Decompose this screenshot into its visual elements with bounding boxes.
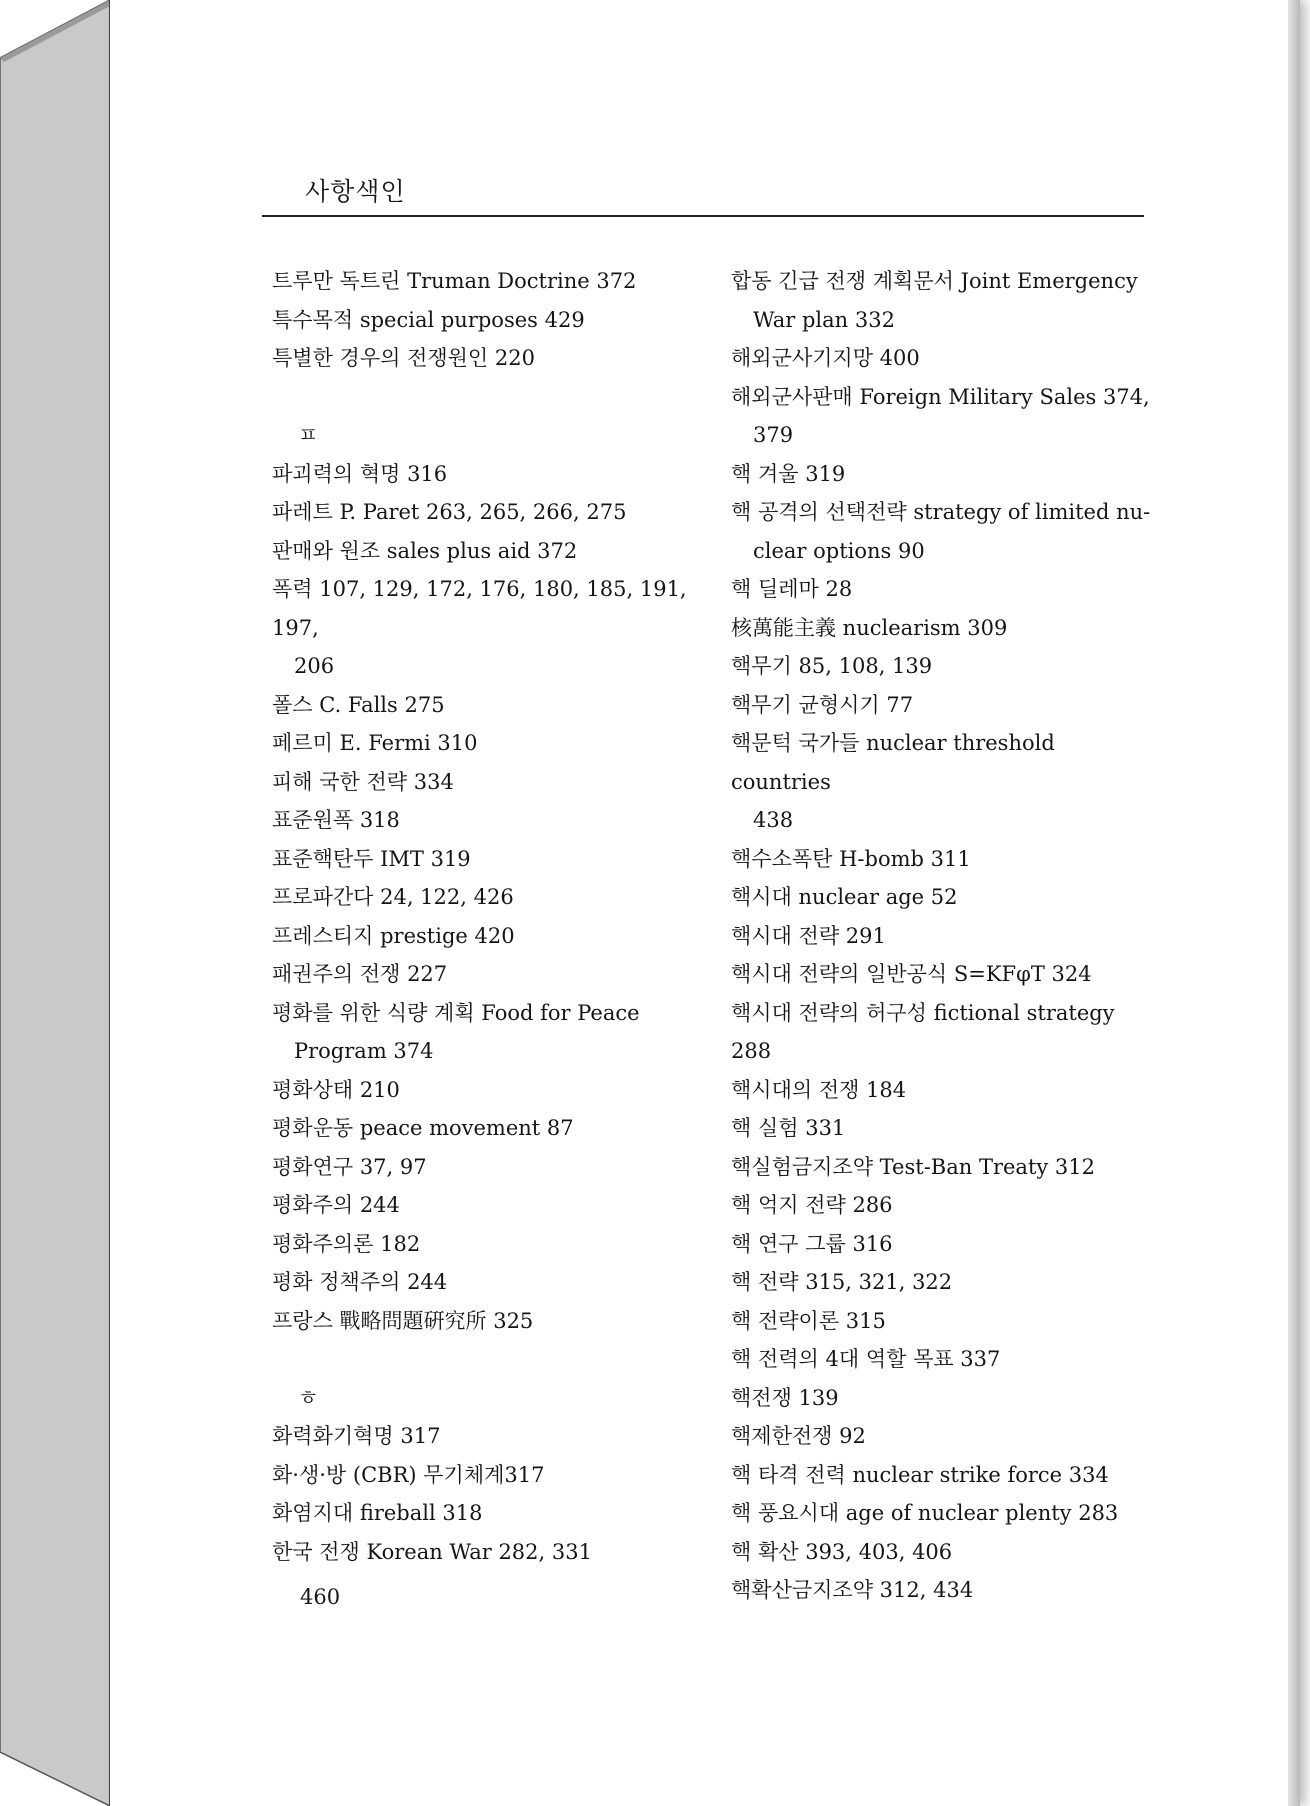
index-entry: [272, 339, 692, 378]
index-entry-text: 평화주의 244: [272, 1193, 400, 1217]
index-entry-continuation: 379: [753, 423, 794, 447]
index-entry: [731, 686, 1151, 725]
index-entry: [272, 994, 692, 1071]
index-entry: [731, 1186, 1151, 1225]
index-entry: [731, 917, 1151, 956]
index-entry: [272, 455, 692, 494]
index-entry: [731, 1302, 1151, 1341]
index-entry-text: 핵 확산 393, 403, 406: [731, 1539, 953, 1564]
index-entry-text: 프레스티지 prestige 420: [272, 923, 515, 948]
index-entry-text: 핵수소폭탄 H-bomb 311: [731, 846, 971, 871]
index-entry-text: 피해 국한 전략 334: [272, 769, 454, 794]
index-entry: [731, 994, 1151, 1071]
index-entry-text: 핵 연구 그룹 316: [731, 1231, 893, 1256]
index-entry: [272, 724, 692, 763]
index-entry: [731, 647, 1151, 686]
index-entry-text: 핵실험금지조약 Test-Ban Treaty 312: [731, 1154, 1095, 1179]
index-entry-text: 폴스 C. Falls 275: [272, 692, 445, 717]
index-entry-text: 특별한 경우의 전쟁원인 220: [272, 346, 535, 370]
index-entry-text: 해외군사기지망 400: [731, 346, 920, 370]
index-entry-text: 핵시대 nuclear age 52: [731, 885, 958, 909]
index-entry-text: 핵시대 전략 291: [731, 923, 886, 948]
index-entry-text: 평화운동 peace movement 87: [272, 1116, 574, 1140]
index-entry: [272, 1071, 692, 1110]
index-entry: [731, 1109, 1151, 1148]
index-entry-text: 파괴력의 혁명 316: [272, 461, 448, 486]
index-entry: [272, 801, 692, 840]
index-entry: [731, 1225, 1151, 1264]
index-entry-text: 핵확산금지조약 312, 434: [731, 1578, 974, 1602]
index-entry: [272, 1148, 692, 1187]
index-entry: [731, 1263, 1151, 1302]
index-entry: [731, 1456, 1151, 1495]
index-entry-text: 핵무기 85, 108, 139: [731, 654, 933, 678]
index-entry-text: 핵문턱 국가들 nuclear threshold countries: [731, 731, 1055, 794]
index-entry-text: 화·생·방 (CBR) 무기체계317: [272, 1462, 545, 1487]
index-entry-text: 핵 겨울 319: [731, 461, 846, 486]
index-entry: [731, 878, 1151, 917]
index-entry-text: 프로파간다 24, 122, 426: [272, 885, 514, 909]
index-entry: [731, 1071, 1151, 1110]
index-entry: [731, 570, 1151, 609]
index-entry-text: 한국 전쟁 Korean War 282, 331: [272, 1539, 592, 1564]
index-entry: [731, 1148, 1151, 1187]
index-entry-text: 평화상태 210: [272, 1077, 400, 1102]
index-entry-text: 핵 억지 전략 286: [731, 1193, 893, 1217]
index-entry: [731, 1340, 1151, 1379]
index-entry-text: 평화연구 37, 97: [272, 1154, 427, 1179]
index-entry-text: 화염지대 fireball 318: [272, 1501, 483, 1525]
index-entry-text: 핵제한전쟁 92: [731, 1424, 866, 1448]
index-entry-text: 核萬能主義 nuclearism 309: [731, 615, 1008, 640]
index-entry-text: 표준원폭 318: [272, 808, 400, 832]
index-entry: [731, 609, 1151, 648]
index-entry-text: 화력화기혁명 317: [272, 1424, 441, 1448]
index-letter-heading: ㅎ: [298, 1385, 319, 1410]
index-entry: [272, 1225, 692, 1264]
book-spine-edge: [0, 0, 112, 1806]
index-entry-text: 핵 타격 전력 nuclear strike force 334: [731, 1462, 1109, 1487]
index-entry: [272, 493, 692, 532]
index-entry-text: 합동 긴급 전쟁 계획문서 Joint Emergency: [731, 269, 1138, 293]
right-index-column: [731, 262, 1151, 1610]
index-entry-text: 판매와 원조 sales plus aid 372: [272, 538, 578, 563]
index-entry-text: 핵시대의 전쟁 184: [731, 1077, 907, 1102]
index-entry-continuation: War plan 332: [753, 307, 895, 332]
index-entry-text: 페르미 E. Fermi 310: [272, 731, 478, 755]
index-entry: [731, 1379, 1151, 1418]
index-entry-text: 핵시대 전략의 일반공식 S=KFφT 324: [731, 962, 1092, 986]
index-entry-text: 표준핵탄두 IMT 319: [272, 846, 471, 871]
index-entry: [272, 570, 692, 686]
index-entry: [731, 840, 1151, 879]
index-entry-text: 평화주의론 182: [272, 1231, 421, 1256]
index-entry-continuation: Program 374: [294, 1039, 434, 1063]
index-entry-text: 평화를 위한 식량 계획 Food for Peace: [272, 1000, 640, 1025]
index-entry-text: 핵 실험 331: [731, 1116, 846, 1140]
index-entry-text: 프랑스 戰略問題硏究所 325: [272, 1308, 534, 1333]
index-entry: [272, 1109, 692, 1148]
index-entry-text: 핵시대 전략의 허구성 fictional strategy 288: [731, 1000, 1115, 1063]
index-entry-text: 핵 공격의 선택전략 strategy of limited nu-: [731, 500, 1151, 524]
index-entry: [272, 763, 692, 802]
index-entry-text: 핵 전략 315, 321, 322: [731, 1270, 953, 1294]
index-entry: [272, 1456, 692, 1495]
index-entry-text: 패권주의 전쟁 227: [272, 962, 448, 986]
index-entry: [272, 1494, 692, 1533]
index-entry: [272, 1263, 692, 1302]
index-entry: [272, 840, 692, 879]
index-entry: [272, 532, 692, 571]
index-entry: [731, 955, 1151, 994]
index-entry: [731, 493, 1151, 570]
section-gap: [272, 1340, 692, 1379]
index-entry: [272, 1533, 692, 1572]
header-rule: [262, 215, 1144, 217]
index-entry: [272, 955, 692, 994]
index-entry-text: 핵 전력의 4대 역할 목표 337: [731, 1347, 1001, 1371]
index-entry: [731, 339, 1151, 378]
index-entry: [272, 1302, 692, 1341]
index-letter-heading: ㅍ: [298, 423, 319, 447]
index-entry-continuation: clear options 90: [753, 538, 925, 563]
index-entry: [731, 455, 1151, 494]
index-entry-continuation: 438: [753, 808, 794, 832]
page-edge-shadow: [1288, 0, 1300, 1806]
index-entry-text: 해외군사판매 Foreign Military Sales 374,: [731, 384, 1150, 409]
running-head: 사항색인: [305, 177, 406, 206]
index-entry-text: 핵 전략이론 315: [731, 1308, 886, 1333]
index-entry-text: 핵 딜레마 28: [731, 577, 853, 601]
index-entry: [272, 301, 692, 340]
index-entry-text: 트루만 독트린 Truman Doctrine 372: [272, 269, 637, 293]
index-entry: [731, 724, 1151, 840]
index-entry: [272, 917, 692, 956]
index-entry: [272, 262, 692, 301]
index-entry: [731, 378, 1151, 455]
index-entry: [731, 262, 1151, 339]
index-entry-text: 폭력 107, 129, 172, 176, 180, 185, 191, 197,: [272, 577, 687, 640]
index-entry-text: 파레트 P. Paret 263, 265, 266, 275: [272, 500, 627, 524]
index-entry-text: 특수목적 special purposes 429: [272, 307, 585, 332]
index-entry-continuation: 206: [294, 654, 335, 678]
index-entry: [272, 686, 692, 725]
index-entry: [272, 878, 692, 917]
index-entry: [272, 1417, 692, 1456]
index-entry-text: 평화 정책주의 244: [272, 1270, 448, 1294]
index-entry: [731, 1533, 1151, 1572]
index-entry: [272, 1186, 692, 1225]
left-index-column: [272, 262, 692, 1571]
index-entry-text: 핵 풍요시대 age of nuclear plenty 283: [731, 1501, 1119, 1525]
index-entry: [731, 1417, 1151, 1456]
page-number: 460: [300, 1585, 341, 1609]
section-gap: [272, 378, 692, 417]
index-entry-text: 핵전쟁 139: [731, 1385, 839, 1410]
index-entry: [731, 1571, 1151, 1610]
index-entry-text: 핵무기 균형시기 77: [731, 692, 914, 717]
index-entry: [731, 1494, 1151, 1533]
